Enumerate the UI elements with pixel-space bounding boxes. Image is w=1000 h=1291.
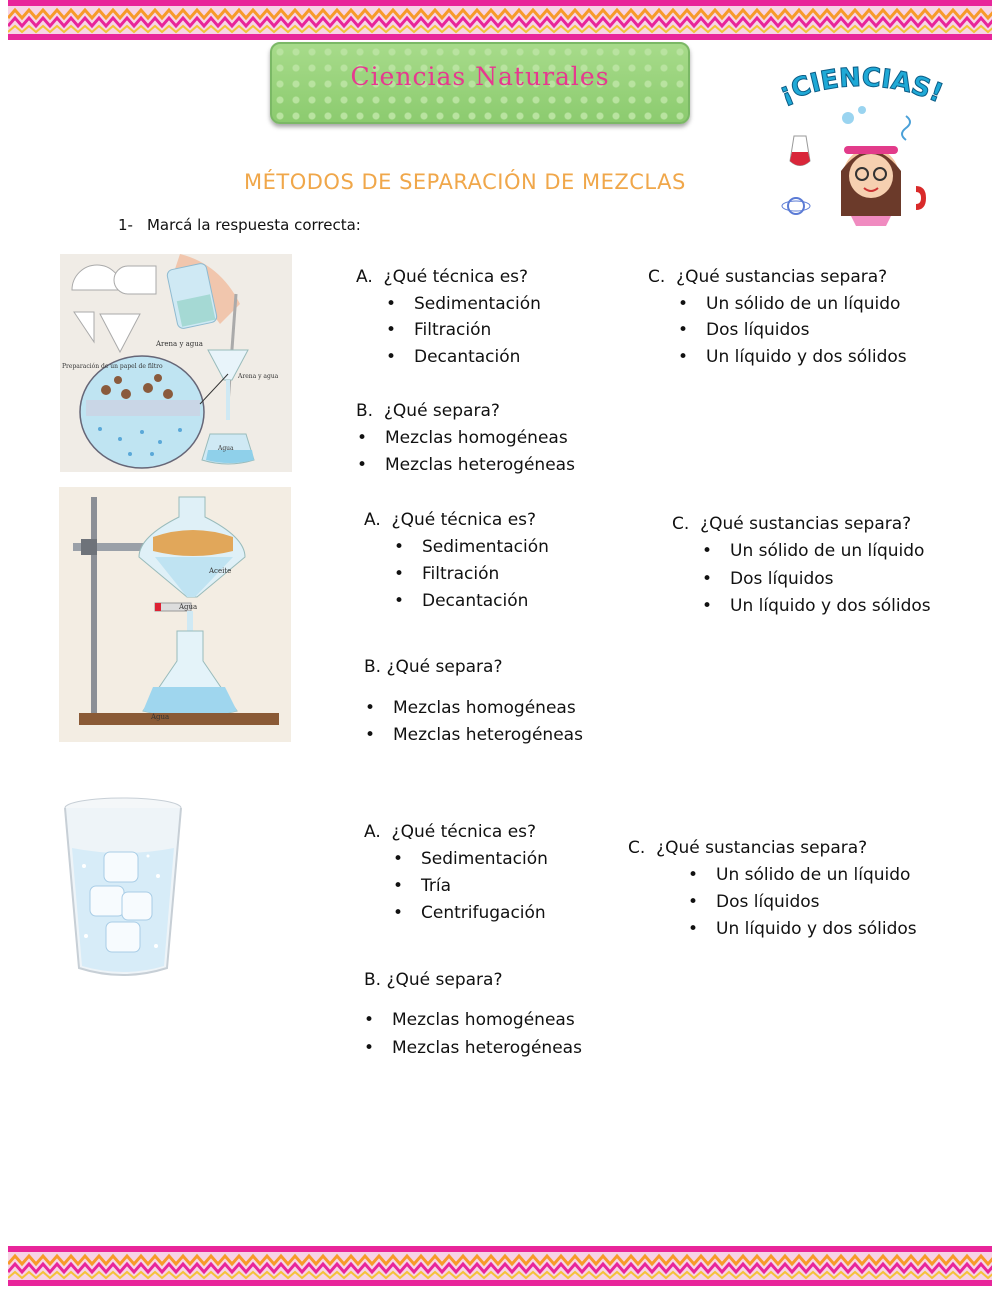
question-letter: C. xyxy=(628,838,646,858)
option-item[interactable]: • Centrifugación xyxy=(421,903,546,923)
question-letter: C. xyxy=(648,267,666,287)
option-item[interactable]: • Mezclas homogéneas xyxy=(393,698,576,718)
image-label: Arena y agua xyxy=(238,373,279,380)
option-item[interactable]: • Un líquido y dos sólidos xyxy=(706,347,907,367)
option-item[interactable]: • Sedimentación xyxy=(422,537,549,557)
image-label: Arena y agua xyxy=(156,340,203,348)
option-item[interactable]: • Decantación xyxy=(414,347,520,367)
instruction xyxy=(118,216,361,234)
image-label: Aceite xyxy=(209,567,232,575)
option-item[interactable]: • Filtración xyxy=(414,320,491,340)
svg-text:¡CIENCIAS! xyxy=(775,66,947,109)
option-item[interactable]: • Sedimentación xyxy=(414,294,541,314)
option-item[interactable]: • Mezclas heterogéneas xyxy=(392,1038,582,1058)
filtration-image xyxy=(60,254,292,472)
question-b xyxy=(364,657,502,677)
question-letter: B. xyxy=(356,401,374,421)
question-text: ¿Qué sustancias separa? xyxy=(676,267,888,287)
question-a xyxy=(364,822,536,842)
question-a xyxy=(356,267,528,287)
decantation-image xyxy=(59,487,291,742)
image-label: Agua xyxy=(151,713,170,721)
question-letter: C. xyxy=(672,514,690,534)
logo-text: ¡CIENCIAS! xyxy=(775,66,947,110)
question-text: ¿Qué técnica es? xyxy=(391,822,537,842)
question-text: ¿Qué sustancias separa? xyxy=(700,514,912,534)
option-item[interactable]: • Decantación xyxy=(422,591,528,611)
instruction-text: Marcá la respuesta correcta: xyxy=(146,216,361,234)
option-item[interactable]: • Un sólido de un líquido xyxy=(716,865,910,885)
question-b xyxy=(356,401,500,421)
question-text: ¿Qué separa? xyxy=(386,970,503,990)
ciencias-logo xyxy=(766,66,956,226)
option-item[interactable]: • Mezclas homogéneas xyxy=(392,1010,575,1030)
option-item[interactable]: • Tría xyxy=(421,876,451,896)
option-item[interactable]: • Un líquido y dos sólidos xyxy=(730,596,931,616)
option-item[interactable]: • Mezclas heterogéneas xyxy=(385,455,575,475)
question-text: ¿Qué separa? xyxy=(386,657,503,677)
question-b xyxy=(364,970,502,990)
ice-water-glass-image xyxy=(60,796,190,980)
title-panel xyxy=(270,42,690,124)
option-item[interactable]: • Sedimentación xyxy=(421,849,548,869)
decorative-border-bottom xyxy=(8,1246,992,1286)
instruction-number: 1- xyxy=(118,216,133,234)
option-item[interactable]: • Un líquido y dos sólidos xyxy=(716,919,917,939)
question-text: ¿Qué técnica es? xyxy=(383,267,529,287)
option-item[interactable]: • Dos líquidos xyxy=(730,569,834,589)
option-item[interactable]: • Mezclas homogéneas xyxy=(385,428,568,448)
question-letter: A. xyxy=(364,822,381,842)
section-subtitle: MÉTODOS DE SEPARACIÓN DE MEZCLAS xyxy=(244,170,686,194)
option-item[interactable]: • Dos líquidos xyxy=(716,892,820,912)
question-c xyxy=(648,267,887,287)
page-title: Ciencias Naturales xyxy=(350,62,610,91)
question-c xyxy=(628,838,867,858)
question-letter: A. xyxy=(356,267,373,287)
option-item[interactable]: • Un sólido de un líquido xyxy=(730,541,924,561)
question-text: ¿Qué técnica es? xyxy=(391,510,537,530)
image-label: Preparación de un papel de filtro xyxy=(62,363,163,370)
question-a xyxy=(364,510,536,530)
image-label: Agua xyxy=(218,445,234,452)
option-item[interactable]: • Filtración xyxy=(422,564,499,584)
question-letter: B. xyxy=(364,970,382,990)
decorative-border-top xyxy=(8,0,992,40)
question-letter: B. xyxy=(364,657,382,677)
option-item[interactable]: • Un sólido de un líquido xyxy=(706,294,900,314)
option-item[interactable]: • Dos líquidos xyxy=(706,320,810,340)
question-letter: A. xyxy=(364,510,381,530)
question-text: ¿Qué sustancias separa? xyxy=(656,838,868,858)
option-item[interactable]: • Mezclas heterogéneas xyxy=(393,725,583,745)
image-label: Agua xyxy=(179,603,198,611)
question-c xyxy=(672,514,911,534)
question-text: ¿Qué separa? xyxy=(383,401,500,421)
